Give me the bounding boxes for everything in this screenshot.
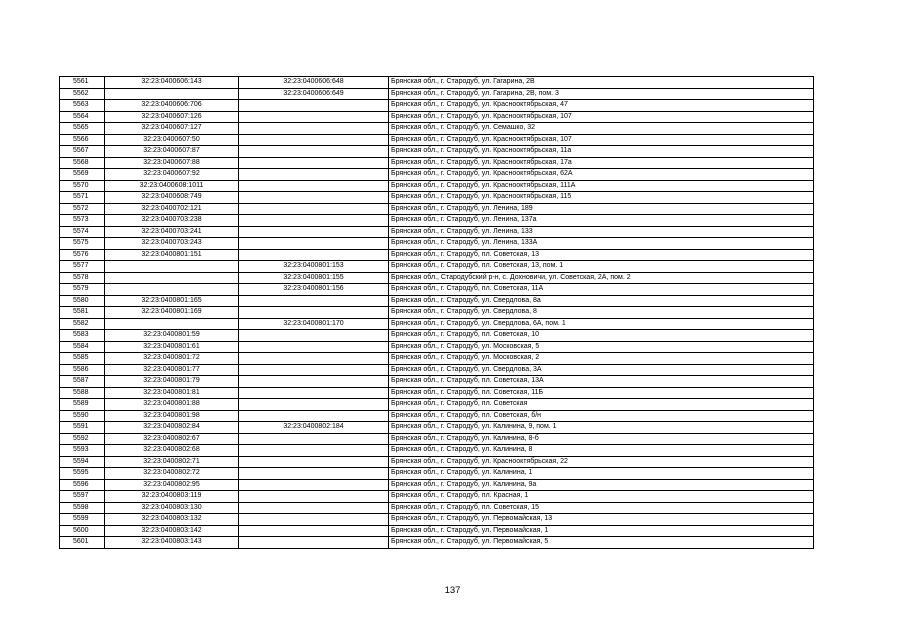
address-cell: Брянская обл., г. Стародуб, ул. Московская, 5 — [389, 341, 814, 353]
cadastral-number-cell: 32:23:0400801:98 — [105, 410, 239, 422]
row-number-cell: 5595 — [60, 468, 105, 480]
table-row — [60, 433, 814, 445]
cadastral-number-cell — [105, 261, 239, 273]
cadastral-number-cell: 32:23:0400801:165 — [105, 295, 239, 307]
row-number-cell: 5573 — [60, 215, 105, 227]
object-cadastral-number-cell — [239, 238, 389, 250]
page-number: 137 — [444, 585, 461, 596]
object-cadastral-number-cell — [239, 502, 389, 514]
table-row — [60, 203, 814, 215]
row-number-cell: 5580 — [60, 295, 105, 307]
table-row — [60, 525, 814, 537]
cadastral-number-cell — [105, 88, 239, 100]
object-cadastral-number-cell — [239, 537, 389, 549]
object-cadastral-number-cell — [239, 180, 389, 192]
cadastral-number-cell: 32:23:0400802:67 — [105, 433, 239, 445]
cadastral-number-cell: 32:23:0400802:72 — [105, 468, 239, 480]
registry-table-body — [60, 77, 814, 549]
address-cell: Брянская обл., г. Стародуб, ул. Ленина, 133 — [389, 226, 814, 238]
cadastral-number-cell — [105, 284, 239, 296]
table-row — [60, 318, 814, 330]
object-cadastral-number-cell: 32:23:0400801:170 — [239, 318, 389, 330]
object-cadastral-number-cell — [239, 330, 389, 342]
object-cadastral-number-cell — [239, 456, 389, 468]
object-cadastral-number-cell: 32:23:0400802:184 — [239, 422, 389, 434]
address-cell: Брянская обл., г. Стародуб, ул. Калинина, 8-б — [389, 433, 814, 445]
cadastral-number-cell: 32:23:0400801:81 — [105, 387, 239, 399]
address-cell: Брянская обл., г. Стародуб, ул. Краснооктябрьская, 17а — [389, 157, 814, 169]
row-number-cell: 5564 — [60, 111, 105, 123]
object-cadastral-number-cell: 32:23:0400801:156 — [239, 284, 389, 296]
table-row — [60, 180, 814, 192]
cadastral-number-cell: 32:23:0400801:72 — [105, 353, 239, 365]
cadastral-number-cell: 32:23:0400606:706 — [105, 100, 239, 112]
object-cadastral-number-cell — [239, 433, 389, 445]
cadastral-number-cell: 32:23:0400803:143 — [105, 537, 239, 549]
row-number-cell: 5585 — [60, 353, 105, 365]
cadastral-number-cell: 32:23:0400703:241 — [105, 226, 239, 238]
cadastral-number-cell: 32:23:0400803:132 — [105, 514, 239, 526]
cadastral-number-cell: 32:23:0400607:92 — [105, 169, 239, 181]
object-cadastral-number-cell — [239, 215, 389, 227]
object-cadastral-number-cell — [239, 514, 389, 526]
table-row — [60, 330, 814, 342]
table-row — [60, 387, 814, 399]
address-cell: Брянская обл., Стародубский р-н, с. Дохновичи, ул. Советская, 2А, пом. 2 — [389, 272, 814, 284]
cadastral-number-cell: 32:23:0400607:88 — [105, 157, 239, 169]
address-cell: Брянская обл., г. Стародуб, ул. Ленина, 133А — [389, 238, 814, 250]
object-cadastral-number-cell — [239, 134, 389, 146]
object-cadastral-number-cell — [239, 410, 389, 422]
table-row — [60, 410, 814, 422]
row-number-cell: 5588 — [60, 387, 105, 399]
cadastral-number-cell: 32:23:0400801:169 — [105, 307, 239, 319]
row-number-cell: 5583 — [60, 330, 105, 342]
object-cadastral-number-cell — [239, 353, 389, 365]
object-cadastral-number-cell — [239, 364, 389, 376]
table-row — [60, 307, 814, 319]
address-cell: Брянская обл., г. Стародуб, ул. Краснооктябрьская, 47 — [389, 100, 814, 112]
table-row — [60, 157, 814, 169]
cadastral-number-cell: 32:23:0400607:127 — [105, 123, 239, 135]
object-cadastral-number-cell: 32:23:0400801:153 — [239, 261, 389, 273]
cadastral-number-cell: 32:23:0400801:151 — [105, 249, 239, 261]
row-number-cell: 5597 — [60, 491, 105, 503]
table-row — [60, 537, 814, 549]
cadastral-number-cell: 32:23:0400801:61 — [105, 341, 239, 353]
cadastral-number-cell: 32:23:0400801:77 — [105, 364, 239, 376]
object-cadastral-number-cell — [239, 100, 389, 112]
row-number-cell: 5575 — [60, 238, 105, 250]
table-row — [60, 238, 814, 250]
row-number-cell: 5596 — [60, 479, 105, 491]
address-cell: Брянская обл., г. Стародуб, пл. Советская, б/н — [389, 410, 814, 422]
object-cadastral-number-cell — [239, 226, 389, 238]
object-cadastral-number-cell — [239, 479, 389, 491]
object-cadastral-number-cell — [239, 157, 389, 169]
row-number-cell: 5586 — [60, 364, 105, 376]
address-cell: Брянская обл., г. Стародуб, ул. Краснооктябрьская, 107 — [389, 134, 814, 146]
address-cell: Брянская обл., г. Стародуб, ул. Ленина, 189 — [389, 203, 814, 215]
object-cadastral-number-cell: 32:23:0400606:648 — [239, 77, 389, 89]
row-number-cell: 5563 — [60, 100, 105, 112]
object-cadastral-number-cell — [239, 146, 389, 158]
row-number-cell: 5582 — [60, 318, 105, 330]
cadastral-number-cell — [105, 272, 239, 284]
row-number-cell: 5601 — [60, 537, 105, 549]
row-number-cell: 5574 — [60, 226, 105, 238]
address-cell: Брянская обл., г. Стародуб, ул. Гагарина, 2В — [389, 77, 814, 89]
row-number-cell: 5581 — [60, 307, 105, 319]
address-cell: Брянская обл., г. Стародуб, ул. Гагарина, 2В, пом. 3 — [389, 88, 814, 100]
table-row — [60, 468, 814, 480]
object-cadastral-number-cell — [239, 123, 389, 135]
table-row — [60, 100, 814, 112]
row-number-cell: 5566 — [60, 134, 105, 146]
table-row — [60, 353, 814, 365]
cadastral-number-cell — [105, 318, 239, 330]
object-cadastral-number-cell: 32:23:0400606:649 — [239, 88, 389, 100]
table-row — [60, 134, 814, 146]
table-row — [60, 364, 814, 376]
address-cell: Брянская обл., г. Стародуб, ул. Свердлова, 8а — [389, 295, 814, 307]
cadastral-number-cell: 32:23:0400608:1011 — [105, 180, 239, 192]
object-cadastral-number-cell — [239, 203, 389, 215]
cadastral-number-cell: 32:23:0400802:84 — [105, 422, 239, 434]
address-cell: Брянская обл., г. Стародуб, ул. Семашко, 32 — [389, 123, 814, 135]
object-cadastral-number-cell — [239, 376, 389, 388]
object-cadastral-number-cell — [239, 111, 389, 123]
row-number-cell: 5568 — [60, 157, 105, 169]
address-cell: Брянская обл., г. Стародуб, ул. Свердлова, 8 — [389, 307, 814, 319]
object-cadastral-number-cell — [239, 249, 389, 261]
address-cell: Брянская обл., г. Стародуб, ул. Калинина, 1 — [389, 468, 814, 480]
cadastral-number-cell: 32:23:0400803:142 — [105, 525, 239, 537]
table-row — [60, 456, 814, 468]
row-number-cell: 5587 — [60, 376, 105, 388]
cadastral-number-cell: 32:23:0400703:243 — [105, 238, 239, 250]
row-number-cell: 5591 — [60, 422, 105, 434]
address-cell: Брянская обл., г. Стародуб, пл. Советская, 10 — [389, 330, 814, 342]
table-row — [60, 146, 814, 158]
table-row — [60, 226, 814, 238]
address-cell: Брянская обл., г. Стародуб, ул. Калинина, 9, пом. 1 — [389, 422, 814, 434]
cadastral-number-cell: 32:23:0400802:71 — [105, 456, 239, 468]
cadastral-number-cell: 32:23:0400801:59 — [105, 330, 239, 342]
address-cell: Брянская обл., г. Стародуб, ул. Краснооктябрьская, 111А — [389, 180, 814, 192]
cadastral-number-cell: 32:23:0400702:121 — [105, 203, 239, 215]
address-cell: Брянская обл., г. Стародуб, ул. Краснооктябрьская, 11а — [389, 146, 814, 158]
row-number-cell: 5571 — [60, 192, 105, 204]
property-registry-table — [59, 76, 814, 549]
object-cadastral-number-cell — [239, 399, 389, 411]
cadastral-number-cell: 32:23:0400802:68 — [105, 445, 239, 457]
row-number-cell: 5598 — [60, 502, 105, 514]
row-number-cell: 5593 — [60, 445, 105, 457]
row-number-cell: 5579 — [60, 284, 105, 296]
row-number-cell: 5567 — [60, 146, 105, 158]
row-number-cell: 5590 — [60, 410, 105, 422]
object-cadastral-number-cell — [239, 468, 389, 480]
row-number-cell: 5599 — [60, 514, 105, 526]
table-row — [60, 295, 814, 307]
table-row — [60, 192, 814, 204]
address-cell: Брянская обл., г. Стародуб, ул. Московская, 2 — [389, 353, 814, 365]
address-cell: Брянская обл., г. Стародуб, пл. Красная, 1 — [389, 491, 814, 503]
object-cadastral-number-cell — [239, 491, 389, 503]
row-number-cell: 5600 — [60, 525, 105, 537]
object-cadastral-number-cell — [239, 295, 389, 307]
row-number-cell: 5569 — [60, 169, 105, 181]
table-row — [60, 445, 814, 457]
table-row — [60, 479, 814, 491]
object-cadastral-number-cell — [239, 307, 389, 319]
address-cell: Брянская обл., г. Стародуб, ул. Краснооктябрьская, 62А — [389, 169, 814, 181]
row-number-cell: 5589 — [60, 399, 105, 411]
table-row — [60, 169, 814, 181]
row-number-cell: 5592 — [60, 433, 105, 445]
object-cadastral-number-cell: 32:23:0400801:155 — [239, 272, 389, 284]
table-row — [60, 284, 814, 296]
address-cell: Брянская обл., г. Стародуб, ул. Краснооктябрьская, 115 — [389, 192, 814, 204]
table-row — [60, 376, 814, 388]
cadastral-number-cell: 32:23:0400801:79 — [105, 376, 239, 388]
cadastral-number-cell: 32:23:0400607:87 — [105, 146, 239, 158]
cadastral-number-cell: 32:23:0400607:126 — [105, 111, 239, 123]
address-cell: Брянская обл., г. Стародуб, ул. Краснооктябрьская, 22 — [389, 456, 814, 468]
address-cell: Брянская обл., г. Стародуб, ул. Первомайская, 13 — [389, 514, 814, 526]
row-number-cell: 5576 — [60, 249, 105, 261]
table-row — [60, 502, 814, 514]
address-cell: Брянская обл., г. Стародуб, ул. Свердлова, 6А, пом. 1 — [389, 318, 814, 330]
address-cell: Брянская обл., г. Стародуб, пл. Советская, 13 — [389, 249, 814, 261]
address-cell: Брянская обл., г. Стародуб, пл. Советская, 11Б — [389, 387, 814, 399]
row-number-cell: 5572 — [60, 203, 105, 215]
address-cell: Брянская обл., г. Стародуб, ул. Первомайская, 1 — [389, 525, 814, 537]
row-number-cell: 5562 — [60, 88, 105, 100]
row-number-cell: 5578 — [60, 272, 105, 284]
table-row — [60, 88, 814, 100]
table-row — [60, 514, 814, 526]
address-cell: Брянская обл., г. Стародуб, ул. Калинина, 9а — [389, 479, 814, 491]
table-row — [60, 422, 814, 434]
row-number-cell: 5565 — [60, 123, 105, 135]
table-row — [60, 341, 814, 353]
object-cadastral-number-cell — [239, 341, 389, 353]
row-number-cell: 5584 — [60, 341, 105, 353]
table-row — [60, 123, 814, 135]
object-cadastral-number-cell — [239, 169, 389, 181]
address-cell: Брянская обл., г. Стародуб, ул. Краснооктябрьская, 107 — [389, 111, 814, 123]
table-row — [60, 111, 814, 123]
table-row — [60, 215, 814, 227]
object-cadastral-number-cell — [239, 387, 389, 399]
address-cell: Брянская обл., г. Стародуб, пл. Советская, 15 — [389, 502, 814, 514]
cadastral-number-cell: 32:23:0400703:238 — [105, 215, 239, 227]
address-cell: Брянская обл., г. Стародуб, ул. Первомайская, 5 — [389, 537, 814, 549]
object-cadastral-number-cell — [239, 525, 389, 537]
address-cell: Брянская обл., г. Стародуб, пл. Советская — [389, 399, 814, 411]
cadastral-number-cell: 32:23:0400608:749 — [105, 192, 239, 204]
address-cell: Брянская обл., г. Стародуб, пл. Советская, 13, пом. 1 — [389, 261, 814, 273]
table-row — [60, 261, 814, 273]
table-row — [60, 249, 814, 261]
table-row — [60, 491, 814, 503]
cadastral-number-cell: 32:23:0400606:143 — [105, 77, 239, 89]
cadastral-number-cell: 32:23:0400607:50 — [105, 134, 239, 146]
cadastral-number-cell: 32:23:0400803:119 — [105, 491, 239, 503]
table-row — [60, 77, 814, 89]
row-number-cell: 5561 — [60, 77, 105, 89]
address-cell: Брянская обл., г. Стародуб, пл. Советская, 11А — [389, 284, 814, 296]
object-cadastral-number-cell — [239, 192, 389, 204]
cadastral-number-cell: 32:23:0400802:95 — [105, 479, 239, 491]
row-number-cell: 5570 — [60, 180, 105, 192]
cadastral-number-cell: 32:23:0400803:130 — [105, 502, 239, 514]
table-row — [60, 399, 814, 411]
address-cell: Брянская обл., г. Стародуб, ул. Свердлова, 3А — [389, 364, 814, 376]
cadastral-number-cell: 32:23:0400801:88 — [105, 399, 239, 411]
address-cell: Брянская обл., г. Стародуб, ул. Калинина, 8 — [389, 445, 814, 457]
object-cadastral-number-cell — [239, 445, 389, 457]
address-cell: Брянская обл., г. Стародуб, ул. Ленина, 137а — [389, 215, 814, 227]
table-row — [60, 272, 814, 284]
row-number-cell: 5594 — [60, 456, 105, 468]
address-cell: Брянская обл., г. Стародуб, пл. Советская, 13А — [389, 376, 814, 388]
row-number-cell: 5577 — [60, 261, 105, 273]
